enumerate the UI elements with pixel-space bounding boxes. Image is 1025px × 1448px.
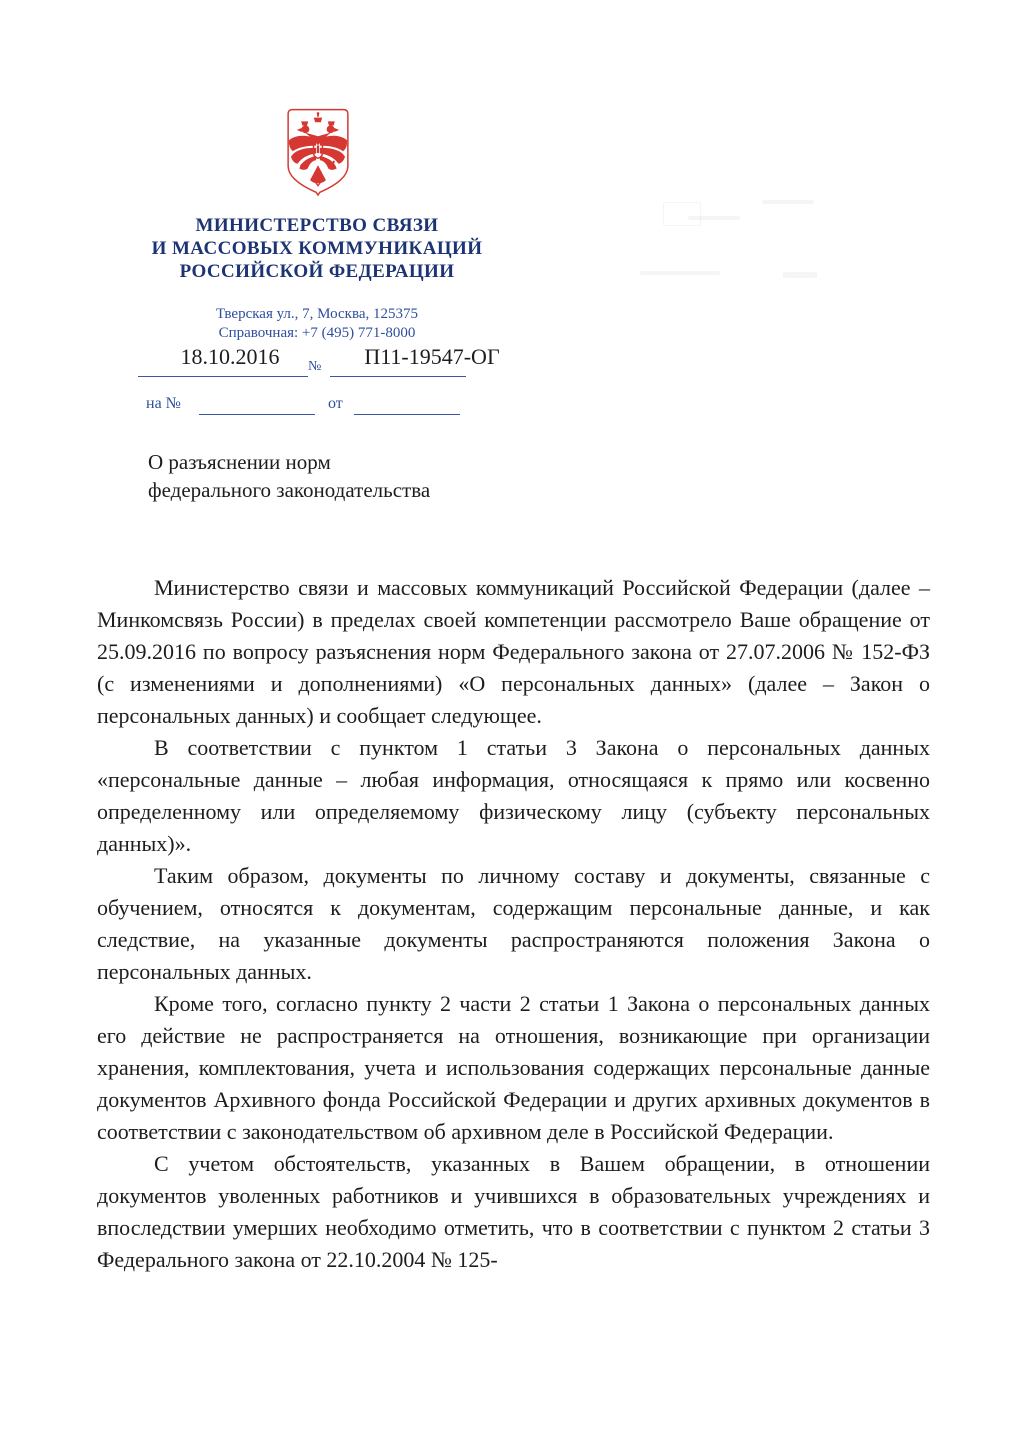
ministry-name-line-1: МИНИСТЕРСТВО СВЯЗИ (195, 215, 439, 236)
erased-text-artifact (762, 200, 814, 204)
double-headed-eagle (289, 112, 347, 186)
document-number: П11-19547-ОГ (364, 344, 500, 369)
number-underline (330, 376, 466, 377)
address-street: Тверская ул., 7, Москва, 125375 (216, 306, 418, 322)
address-phone: Справочная: +7 (495) 771-8000 (218, 325, 416, 341)
body-paragraph-5: С учетом обстоятельств, указанных в Вашем обращении, в отношении документов уволенных работников и учившихся в образовательных учреждениях и впоследствии умерших необходимо отметить, что в соответствии с пунктом 2 статьи 3 Федерального закона от 22.10.2004 № 125- (97, 1151, 930, 1272)
date-underline (138, 376, 308, 377)
ref-in-underline (199, 414, 315, 415)
body-paragraph-1: Министерство связи и массовых коммуникаций Российской Федерации (далее – Минкомсвязь России) в пределах своей компетенции рассмотрело Ваше обращение от 25.09.2016 по вопросу разъяснения норм Федерального закона от 27.07.2006 № 152-ФЗ (с изменениями и дополнениями) «О персональных данных» (далее – Закон о персональных данных) и сообщает следующее. (97, 575, 930, 728)
subject-line-2: федерального законодательства (148, 478, 431, 502)
erased-text-artifact (640, 271, 720, 275)
erased-text-artifact (688, 216, 740, 220)
russian-coat-of-arms-icon (276, 106, 360, 202)
ref-from-label: от (328, 395, 343, 412)
ref-from-underline (354, 414, 460, 415)
ref-in-label: на № (146, 395, 181, 412)
body-paragraph-4: Кроме того, согласно пункту 2 части 2 статьи 1 Закона о персональных данных его действие не распространяется на отношения, возникающие при организации хранения, комплектования, учета и использования содержащих персональные данные документов Архивного фонда Российской Федерации и других архивных документов в соответствии с законодательством об архивном деле в Российской Федерации. (97, 991, 930, 1144)
ministry-name-line-2: И МАССОВЫХ КОММУНИКАЦИЙ (151, 238, 483, 259)
erased-text-artifact (783, 272, 817, 278)
letterhead-address (107, 305, 527, 343)
subject-line-1: О разъяснении норм (148, 450, 331, 474)
erased-text-artifact (663, 202, 701, 226)
document-date: 18.10.2016 (180, 344, 280, 369)
ministry-name (107, 214, 527, 283)
body-paragraph-3: Таким образом, документы по личному составу и документы, связанные с обучением, относятся к документам, содержащим персональные данные, и как следствие, на указанные документы распространяются положения Закона о персональных данных. (97, 863, 930, 984)
body-paragraph-2: В соответствии с пунктом 1 статьи 3 Закона о персональных данных «персональные данные – любая информация, относящаяся к прямо или косвенно определенному или определяемому физическому лицу (субъекту персональных данных)». (97, 735, 930, 856)
letter-body (97, 572, 930, 1276)
ministry-name-line-3: РОССИЙСКОЙ ФЕДЕРАЦИИ (179, 261, 455, 282)
subject-block (148, 448, 628, 504)
number-sign: № (308, 359, 322, 374)
